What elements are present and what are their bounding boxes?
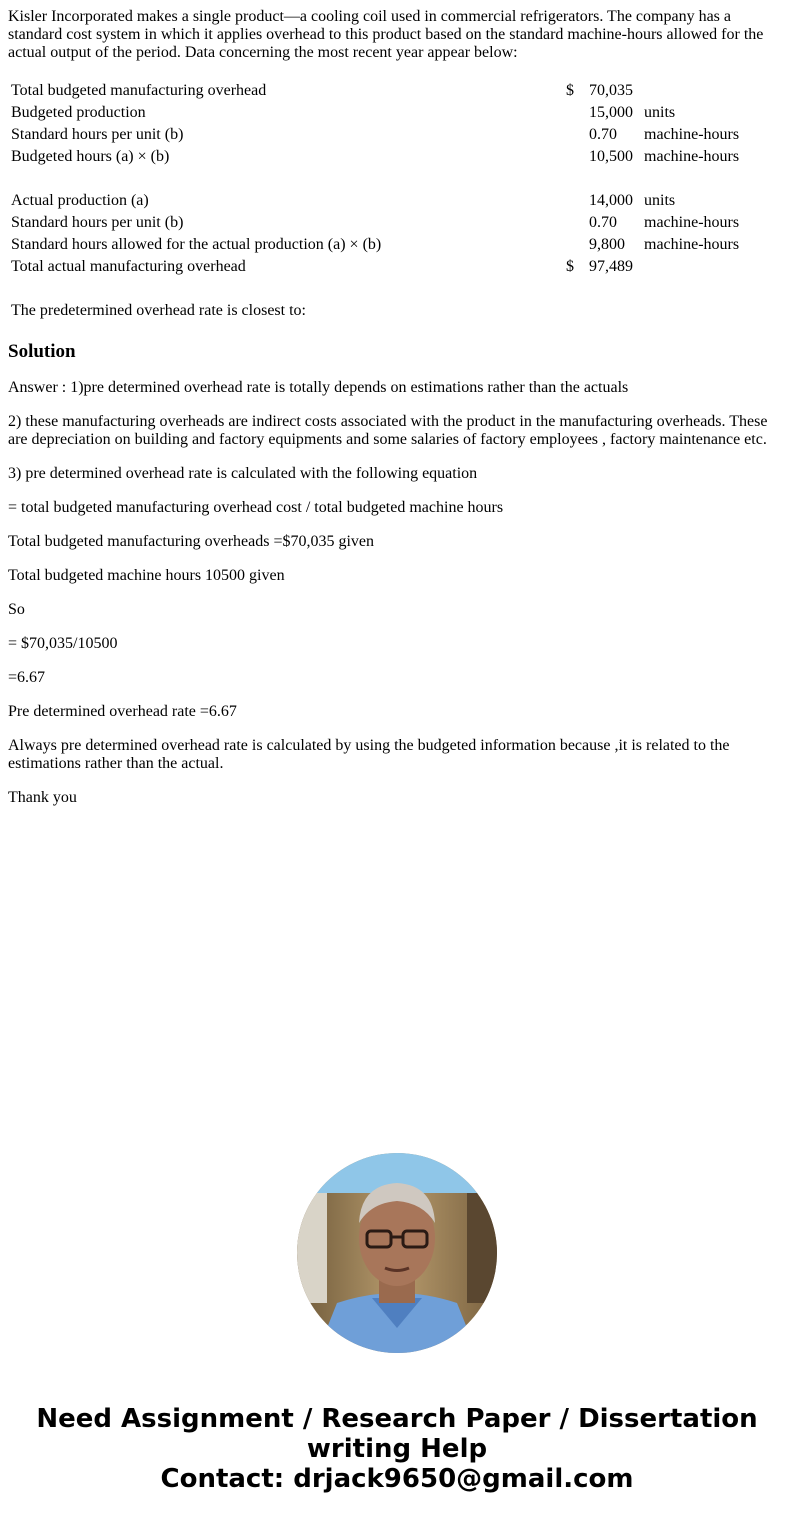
row-currency	[566, 191, 586, 210]
row-currency: $	[566, 81, 574, 99]
answer-paragraph: 2) these manufacturing overheads are indirect costs associated with the product in the manufacturing overheads. These are depreciation on building and factory equipments and some salaries of factory employees , factory maintenance etc.	[8, 413, 768, 448]
row-label: Budgeted production	[11, 103, 146, 121]
answer-paragraph: Answer : 1)pre determined overhead rate is totally depends on estimations rather than the actuals	[8, 379, 629, 396]
answer-paragraph: Always pre determined overhead rate is calculated by using the budgeted information because ,it is related to the estimations rather than the actual.	[8, 737, 730, 772]
row-currency	[566, 125, 586, 144]
problem-intro: Kisler Incorporated makes a single product—a cooling coil used in commercial refrigerators. The company has a standard cost system in which it applies overhead to this product based on the standard machine-hours allowed for the actual output of the period. Data concerning the most recent year appear below:	[8, 8, 764, 61]
row-unit: units	[644, 103, 676, 121]
row-unit: machine-hours	[644, 147, 740, 165]
row-unit: machine-hours	[644, 213, 740, 231]
table-row	[11, 191, 765, 210]
row-value: 10,500	[589, 147, 633, 165]
promo-contact: Contact: drjack9650@gmail.com	[160, 1464, 634, 1494]
row-label: Standard hours per unit (b)	[11, 125, 184, 143]
answer-paragraph: = $70,035/10500	[8, 635, 118, 652]
table-spacer	[11, 169, 765, 188]
table-row	[11, 213, 765, 232]
answer-paragraph: Total budgeted machine hours 10500 given	[8, 567, 285, 584]
answer-paragraph: So	[8, 601, 25, 618]
row-currency	[566, 147, 586, 166]
document-body	[8, 8, 786, 823]
row-currency	[566, 103, 586, 122]
table-row	[11, 103, 765, 122]
row-unit	[644, 81, 765, 100]
row-label: Total actual manufacturing overhead	[11, 257, 246, 275]
row-value: 97,489	[589, 257, 633, 275]
row-value: 14,000	[589, 191, 633, 209]
promo-line: Need Assignment / Research Paper / Dissertation	[36, 1404, 758, 1434]
author-portrait-image	[297, 1153, 497, 1353]
answer-paragraph: Total budgeted manufacturing overheads =$70,035 given	[8, 533, 375, 550]
row-currency	[566, 213, 586, 232]
row-unit: machine-hours	[644, 235, 740, 253]
answer-paragraph: Thank you	[8, 789, 77, 806]
table-row	[11, 257, 765, 276]
answer-paragraph: 3) pre determined overhead rate is calculated with the following equation	[8, 465, 478, 482]
row-value: 9,800	[589, 235, 625, 253]
row-label: Total budgeted manufacturing overhead	[11, 81, 267, 99]
row-unit: units	[644, 191, 676, 209]
table-row	[11, 125, 765, 144]
promo-banner	[0, 1404, 794, 1494]
row-currency: $	[566, 257, 574, 275]
answer-paragraph: = total budgeted manufacturing overhead cost / total budgeted machine hours	[8, 499, 504, 516]
row-value: 70,035	[589, 81, 633, 99]
row-unit	[644, 257, 765, 276]
data-table	[8, 78, 768, 279]
row-label: Budgeted hours (a) × (b)	[11, 147, 170, 165]
row-label: Standard hours per unit (b)	[11, 213, 184, 231]
row-value: 15,000	[589, 103, 633, 121]
table-row	[11, 235, 765, 254]
question-text: The predetermined overhead rate is closest to:	[11, 302, 306, 319]
row-value: 0.70	[589, 213, 617, 231]
answer-paragraph: Pre determined overhead rate =6.67	[8, 703, 237, 720]
table-row	[11, 147, 765, 166]
row-label: Standard hours allowed for the actual production (a) × (b)	[11, 235, 382, 253]
row-currency	[566, 235, 586, 254]
answer-paragraph: =6.67	[8, 669, 46, 686]
solution-heading: Solution	[8, 341, 76, 362]
row-unit: machine-hours	[644, 125, 740, 143]
promo-line: writing Help	[306, 1434, 488, 1464]
row-label: Actual production (a)	[11, 191, 149, 209]
row-value: 0.70	[589, 125, 617, 143]
author-avatar	[297, 1153, 497, 1353]
table-row	[11, 81, 765, 100]
